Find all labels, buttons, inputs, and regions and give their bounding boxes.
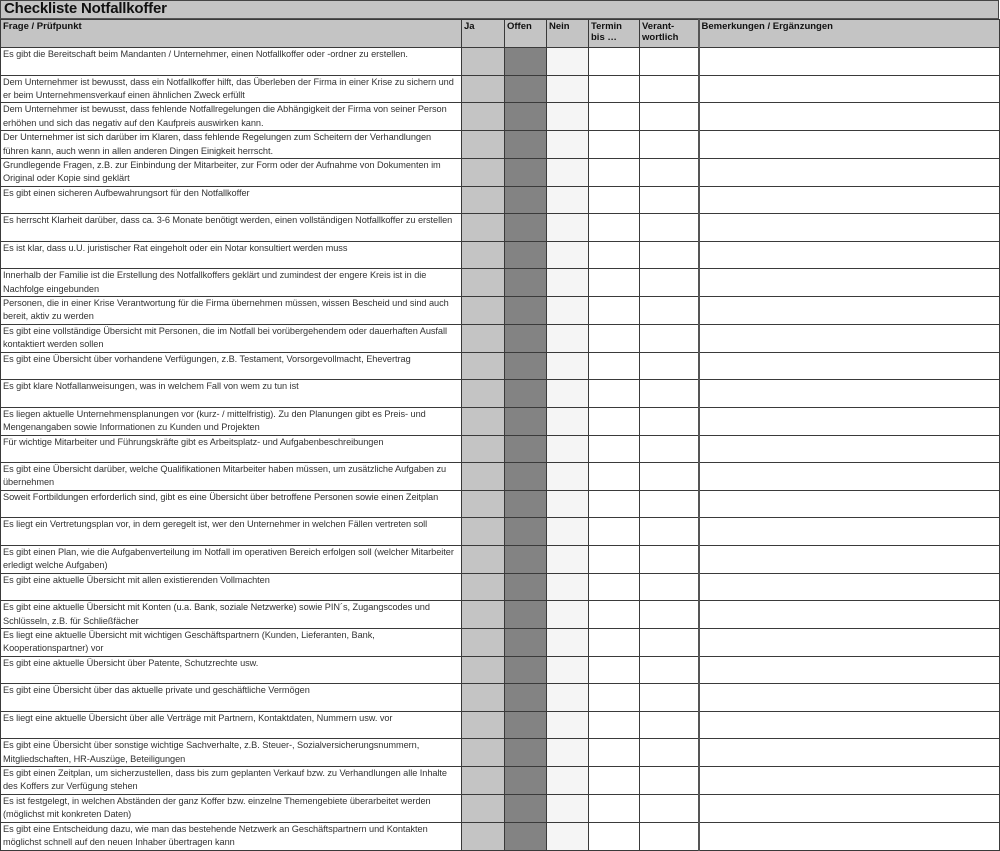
verantwortlich-cell[interactable] xyxy=(640,241,699,269)
bemerkungen-cell[interactable] xyxy=(699,48,1000,76)
offen-cell[interactable] xyxy=(505,158,547,186)
question-cell: Es liegen aktuelle Unternehmensplanungen vor (kurz- / mittelfristig). Zu den Planungen gibt es Preis- und Mengenangaben sowie Informationen zu Kunden und Projekten xyxy=(1,407,462,435)
question-cell: Für wichtige Mitarbeiter und Führungskräfte gibt es Arbeitsplatz- und Aufgabenbeschreibungen xyxy=(1,435,462,463)
nein-cell[interactable] xyxy=(547,490,589,518)
question-cell: Es ist festgelegt, in welchen Abständen der ganz Koffer bzw. einzelne Themengebiete überarbeitet werden (möglichst mit konkreten Daten) xyxy=(1,794,462,822)
termin-cell[interactable] xyxy=(589,545,640,573)
bemerkungen-cell[interactable] xyxy=(699,656,1000,684)
header-question: Frage / Prüfpunkt xyxy=(1,20,462,48)
termin-cell[interactable] xyxy=(589,324,640,352)
table-row xyxy=(1,518,1000,546)
nein-cell[interactable] xyxy=(547,822,589,850)
offen-cell[interactable] xyxy=(505,131,547,159)
ja-cell[interactable] xyxy=(462,407,505,435)
nein-cell[interactable] xyxy=(547,684,589,712)
ja-cell[interactable] xyxy=(462,75,505,103)
nein-cell[interactable] xyxy=(547,601,589,629)
termin-cell[interactable] xyxy=(589,269,640,297)
verantwortlich-cell[interactable] xyxy=(640,103,699,131)
termin-cell[interactable] xyxy=(589,352,640,380)
question-cell: Es gibt einen Plan, wie die Aufgabenverteilung im Notfall im operativen Bereich erfolgen soll (welcher Mitarbeiter erledigt welche Aufgaben) xyxy=(1,545,462,573)
termin-cell[interactable] xyxy=(589,380,640,408)
nein-cell[interactable] xyxy=(547,739,589,767)
verantwortlich-cell[interactable] xyxy=(640,490,699,518)
ja-cell[interactable] xyxy=(462,380,505,408)
termin-cell[interactable] xyxy=(589,463,640,491)
ja-cell[interactable] xyxy=(462,158,505,186)
verantwortlich-cell[interactable] xyxy=(640,601,699,629)
offen-cell[interactable] xyxy=(505,573,547,601)
offen-cell[interactable] xyxy=(505,628,547,656)
offen-cell[interactable] xyxy=(505,214,547,242)
termin-cell[interactable] xyxy=(589,186,640,214)
verantwortlich-cell[interactable] xyxy=(640,48,699,76)
question-cell: Es liegt eine aktuelle Übersicht mit wichtigen Geschäftspartnern (Kunden, Lieferanten, Bank, Kooperationspartner) vor xyxy=(1,628,462,656)
verantwortlich-cell[interactable] xyxy=(640,518,699,546)
offen-cell[interactable] xyxy=(505,490,547,518)
question-cell: Grundlegende Fragen, z.B. zur Einbindung der Mitarbeiter, zur Form oder der Aufnahme von Dokumenten im Original oder Kopie sind geklärt xyxy=(1,158,462,186)
header-nein: Nein xyxy=(547,20,589,48)
ja-cell[interactable] xyxy=(462,186,505,214)
offen-cell[interactable] xyxy=(505,380,547,408)
ja-cell[interactable] xyxy=(462,739,505,767)
table-row xyxy=(1,601,1000,629)
offen-cell[interactable] xyxy=(505,545,547,573)
verantwortlich-cell[interactable] xyxy=(640,794,699,822)
bemerkungen-cell[interactable] xyxy=(699,214,1000,242)
question-cell: Es gibt eine Übersicht über das aktuelle private und geschäftliche Vermögen xyxy=(1,684,462,712)
question-cell: Es gibt eine Übersicht darüber, welche Qualifikationen Mitarbeiter haben müssen, um zusätzliche Aufgaben zu übernehmen xyxy=(1,463,462,491)
termin-cell[interactable] xyxy=(589,158,640,186)
table-row xyxy=(1,656,1000,684)
question-cell: Es gibt die Bereitschaft beim Mandanten / Unternehmer, einen Notfallkoffer oder -ordner zu erstellen. xyxy=(1,48,462,76)
termin-cell[interactable] xyxy=(589,794,640,822)
nein-cell[interactable] xyxy=(547,297,589,325)
table-row xyxy=(1,241,1000,269)
bemerkungen-cell[interactable] xyxy=(699,601,1000,629)
nein-cell[interactable] xyxy=(547,186,589,214)
ja-cell[interactable] xyxy=(462,767,505,795)
table-row xyxy=(1,269,1000,297)
termin-cell[interactable] xyxy=(589,407,640,435)
bemerkungen-cell[interactable] xyxy=(699,380,1000,408)
termin-cell[interactable] xyxy=(589,435,640,463)
verantwortlich-cell[interactable] xyxy=(640,656,699,684)
bemerkungen-cell[interactable] xyxy=(699,545,1000,573)
table-row xyxy=(1,407,1000,435)
termin-cell[interactable] xyxy=(589,490,640,518)
bemerkungen-cell[interactable] xyxy=(699,463,1000,491)
ja-cell[interactable] xyxy=(462,573,505,601)
question-cell: Soweit Fortbildungen erforderlich sind, gibt es eine Übersicht über betroffene Personen sowie einen Zeitplan xyxy=(1,490,462,518)
bemerkungen-cell[interactable] xyxy=(699,158,1000,186)
verantwortlich-cell[interactable] xyxy=(640,767,699,795)
question-cell: Es gibt einen Zeitplan, um sicherzustellen, dass bis zum geplanten Verkauf bzw. zu Verhandlungen alle Inhalte des Koffers zur Verfügung stehen xyxy=(1,767,462,795)
termin-cell[interactable] xyxy=(589,297,640,325)
nein-cell[interactable] xyxy=(547,380,589,408)
nein-cell[interactable] xyxy=(547,324,589,352)
table-row xyxy=(1,463,1000,491)
verantwortlich-cell[interactable] xyxy=(640,297,699,325)
table-row xyxy=(1,48,1000,76)
question-cell: Der Unternehmer ist sich darüber im Klaren, dass fehlende Regelungen zum Scheitern der Verhandlungen führen kann, auch wenn in allen anderen Dingen Einigkeit herrscht. xyxy=(1,131,462,159)
table-row xyxy=(1,573,1000,601)
ja-cell[interactable] xyxy=(462,297,505,325)
offen-cell[interactable] xyxy=(505,463,547,491)
nein-cell[interactable] xyxy=(547,269,589,297)
ja-cell[interactable] xyxy=(462,601,505,629)
bemerkungen-cell[interactable] xyxy=(699,628,1000,656)
termin-cell[interactable] xyxy=(589,573,640,601)
verantwortlich-cell[interactable] xyxy=(640,711,699,739)
sheet-title: Checkliste Notfallkoffer xyxy=(4,0,167,17)
termin-cell[interactable] xyxy=(589,241,640,269)
ja-cell[interactable] xyxy=(462,656,505,684)
table-row xyxy=(1,490,1000,518)
table-row xyxy=(1,103,1000,131)
verantwortlich-cell[interactable] xyxy=(640,407,699,435)
ja-cell[interactable] xyxy=(462,822,505,850)
offen-cell[interactable] xyxy=(505,822,547,850)
table-row xyxy=(1,628,1000,656)
bemerkungen-cell[interactable] xyxy=(699,131,1000,159)
verantwortlich-cell[interactable] xyxy=(640,545,699,573)
offen-cell[interactable] xyxy=(505,601,547,629)
header-bemerkungen: Bemerkungen / Ergänzungen xyxy=(699,20,1000,48)
table-row xyxy=(1,739,1000,767)
verantwortlich-cell[interactable] xyxy=(640,380,699,408)
verantwortlich-cell[interactable] xyxy=(640,324,699,352)
termin-cell[interactable] xyxy=(589,822,640,850)
offen-cell[interactable] xyxy=(505,103,547,131)
verantwortlich-cell[interactable] xyxy=(640,628,699,656)
offen-cell[interactable] xyxy=(505,297,547,325)
verantwortlich-cell[interactable] xyxy=(640,75,699,103)
checklist-table xyxy=(0,19,1000,851)
ja-cell[interactable] xyxy=(462,241,505,269)
bemerkungen-cell[interactable] xyxy=(699,767,1000,795)
ja-cell[interactable] xyxy=(462,435,505,463)
question-cell: Es gibt eine aktuelle Übersicht mit Konten (u.a. Bank, soziale Netzwerke) sowie PIN´s, Zugangscodes und Schlüsseln, z.B. für Schließfächer xyxy=(1,601,462,629)
question-cell: Es herrscht Klarheit darüber, dass ca. 3-6 Monate benötigt werden, einen vollständigen Notfallkoffer zu erstellen xyxy=(1,214,462,242)
offen-cell[interactable] xyxy=(505,767,547,795)
termin-cell[interactable] xyxy=(589,75,640,103)
offen-cell[interactable] xyxy=(505,186,547,214)
question-cell: Dem Unternehmer ist bewusst, dass fehlende Notfallregelungen die Abhängigkeit der Firma von seiner Person erhöhen und sich das negativ auf den Kaufpreis auswirken kann. xyxy=(1,103,462,131)
offen-cell[interactable] xyxy=(505,324,547,352)
question-cell: Es gibt eine Übersicht über sonstige wichtige Sachverhalte, z.B. Steuer-, Sozialversicherungsnummern, Mitgliedschaften, HR-Auszüge, Beteiligungen xyxy=(1,739,462,767)
question-cell: Es gibt einen sicheren Aufbewahrungsort für den Notfallkoffer xyxy=(1,186,462,214)
offen-cell[interactable] xyxy=(505,407,547,435)
bemerkungen-cell[interactable] xyxy=(699,794,1000,822)
table-row xyxy=(1,545,1000,573)
title-bar xyxy=(0,0,999,19)
verantwortlich-cell[interactable] xyxy=(640,186,699,214)
offen-cell[interactable] xyxy=(505,739,547,767)
termin-cell[interactable] xyxy=(589,131,640,159)
offen-cell[interactable] xyxy=(505,656,547,684)
bemerkungen-cell[interactable] xyxy=(699,711,1000,739)
nein-cell[interactable] xyxy=(547,518,589,546)
ja-cell[interactable] xyxy=(462,794,505,822)
offen-cell[interactable] xyxy=(505,518,547,546)
ja-cell[interactable] xyxy=(462,324,505,352)
question-cell: Es gibt eine aktuelle Übersicht mit allen existierenden Vollmachten xyxy=(1,573,462,601)
termin-cell[interactable] xyxy=(589,48,640,76)
ja-cell[interactable] xyxy=(462,628,505,656)
header-offen: Offen xyxy=(505,20,547,48)
ja-cell[interactable] xyxy=(462,48,505,76)
offen-cell[interactable] xyxy=(505,269,547,297)
termin-cell[interactable] xyxy=(589,739,640,767)
nein-cell[interactable] xyxy=(547,131,589,159)
bemerkungen-cell[interactable] xyxy=(699,518,1000,546)
ja-cell[interactable] xyxy=(462,214,505,242)
bemerkungen-cell[interactable] xyxy=(699,75,1000,103)
nein-cell[interactable] xyxy=(547,407,589,435)
table-row xyxy=(1,75,1000,103)
nein-cell[interactable] xyxy=(547,241,589,269)
question-cell: Innerhalb der Familie ist die Erstellung des Notfallkoffers geklärt und zumindest der engere Kreis ist in die Nachfolge eingebunden xyxy=(1,269,462,297)
offen-cell[interactable] xyxy=(505,241,547,269)
bemerkungen-cell[interactable] xyxy=(699,269,1000,297)
verantwortlich-cell[interactable] xyxy=(640,739,699,767)
bemerkungen-cell[interactable] xyxy=(699,352,1000,380)
nein-cell[interactable] xyxy=(547,656,589,684)
nein-cell[interactable] xyxy=(547,463,589,491)
offen-cell[interactable] xyxy=(505,352,547,380)
verantwortlich-cell[interactable] xyxy=(640,131,699,159)
header-ja: Ja xyxy=(462,20,505,48)
termin-cell[interactable] xyxy=(589,767,640,795)
question-cell: Es gibt eine aktuelle Übersicht über Patente, Schutzrechte usw. xyxy=(1,656,462,684)
table-row xyxy=(1,435,1000,463)
verantwortlich-cell[interactable] xyxy=(640,573,699,601)
nein-cell[interactable] xyxy=(547,767,589,795)
nein-cell[interactable] xyxy=(547,352,589,380)
verantwortlich-cell[interactable] xyxy=(640,463,699,491)
table-row xyxy=(1,767,1000,795)
question-cell: Es gibt eine Entscheidung dazu, wie man das bestehende Netzwerk an Geschäftspartnern und Kontakten möglichst schnell auf den neuen Inhaber übertragen kann xyxy=(1,822,462,850)
verantwortlich-cell[interactable] xyxy=(640,352,699,380)
offen-cell[interactable] xyxy=(505,711,547,739)
nein-cell[interactable] xyxy=(547,545,589,573)
ja-cell[interactable] xyxy=(462,463,505,491)
table-row xyxy=(1,684,1000,712)
ja-cell[interactable] xyxy=(462,711,505,739)
verantwortlich-cell[interactable] xyxy=(640,684,699,712)
bemerkungen-cell[interactable] xyxy=(699,822,1000,850)
table-row xyxy=(1,186,1000,214)
termin-cell[interactable] xyxy=(589,103,640,131)
bemerkungen-cell[interactable] xyxy=(699,684,1000,712)
verantwortlich-cell[interactable] xyxy=(640,158,699,186)
table-row xyxy=(1,711,1000,739)
nein-cell[interactable] xyxy=(547,628,589,656)
nein-cell[interactable] xyxy=(547,435,589,463)
ja-cell[interactable] xyxy=(462,545,505,573)
termin-cell[interactable] xyxy=(589,656,640,684)
nein-cell[interactable] xyxy=(547,158,589,186)
nein-cell[interactable] xyxy=(547,103,589,131)
verantwortlich-cell[interactable] xyxy=(640,269,699,297)
table-row xyxy=(1,794,1000,822)
offen-cell[interactable] xyxy=(505,435,547,463)
table-row xyxy=(1,324,1000,352)
offen-cell[interactable] xyxy=(505,75,547,103)
bemerkungen-cell[interactable] xyxy=(699,324,1000,352)
table-row xyxy=(1,822,1000,850)
nein-cell[interactable] xyxy=(547,48,589,76)
nein-cell[interactable] xyxy=(547,573,589,601)
bemerkungen-cell[interactable] xyxy=(699,241,1000,269)
offen-cell[interactable] xyxy=(505,794,547,822)
table-row xyxy=(1,352,1000,380)
header-termin: Termin bis … xyxy=(589,20,640,48)
question-cell: Dem Unternehmer ist bewusst, dass ein Notfallkoffer hilft, das Überleben der Firma in einer Krise zu sichern und er beim Unternehmensverkauf einen ähnlichen Zweck erfüllt xyxy=(1,75,462,103)
header-verantwortlich: Verant-wortlich xyxy=(640,20,699,48)
termin-cell[interactable] xyxy=(589,684,640,712)
table-row xyxy=(1,297,1000,325)
table-row xyxy=(1,131,1000,159)
termin-cell[interactable] xyxy=(589,518,640,546)
verantwortlich-cell[interactable] xyxy=(640,822,699,850)
question-cell: Es liegt ein Vertretungsplan vor, in dem geregelt ist, wer den Unternehmer in welchen Fällen vertreten soll xyxy=(1,518,462,546)
ja-cell[interactable] xyxy=(462,269,505,297)
bemerkungen-cell[interactable] xyxy=(699,186,1000,214)
nein-cell[interactable] xyxy=(547,75,589,103)
termin-cell[interactable] xyxy=(589,711,640,739)
question-cell: Es gibt klare Notfallanweisungen, was in welchem Fall von wem zu tun ist xyxy=(1,380,462,408)
header-row xyxy=(1,20,1000,48)
table-row xyxy=(1,380,1000,408)
termin-cell[interactable] xyxy=(589,628,640,656)
verantwortlich-cell[interactable] xyxy=(640,435,699,463)
table-row xyxy=(1,214,1000,242)
termin-cell[interactable] xyxy=(589,214,640,242)
bemerkungen-cell[interactable] xyxy=(699,490,1000,518)
question-cell: Es liegt eine aktuelle Übersicht über alle Verträge mit Partnern, Kontaktdaten, Nummern usw. vor xyxy=(1,711,462,739)
question-cell: Es gibt eine vollständige Übersicht mit Personen, die im Notfall bei vorübergehendem oder dauerhaften Ausfall kontaktiert werden sollen xyxy=(1,324,462,352)
ja-cell[interactable] xyxy=(462,131,505,159)
verantwortlich-cell[interactable] xyxy=(640,214,699,242)
question-cell: Personen, die in einer Krise Verantwortung für die Firma übernehmen müssen, wissen Bescheid und sind auch bereit, aktiv zu werden xyxy=(1,297,462,325)
nein-cell[interactable] xyxy=(547,794,589,822)
ja-cell[interactable] xyxy=(462,518,505,546)
question-cell: Es ist klar, dass u.U. juristischer Rat eingeholt oder ein Notar konsultiert werden muss xyxy=(1,241,462,269)
offen-cell[interactable] xyxy=(505,48,547,76)
termin-cell[interactable] xyxy=(589,601,640,629)
bemerkungen-cell[interactable] xyxy=(699,573,1000,601)
ja-cell[interactable] xyxy=(462,490,505,518)
nein-cell[interactable] xyxy=(547,711,589,739)
table-row xyxy=(1,158,1000,186)
ja-cell[interactable] xyxy=(462,684,505,712)
bemerkungen-cell[interactable] xyxy=(699,297,1000,325)
nein-cell[interactable] xyxy=(547,214,589,242)
ja-cell[interactable] xyxy=(462,352,505,380)
bemerkungen-cell[interactable] xyxy=(699,103,1000,131)
bemerkungen-cell[interactable] xyxy=(699,407,1000,435)
question-cell: Es gibt eine Übersicht über vorhandene Verfügungen, z.B. Testament, Vorsorgevollmacht, Ehevertrag xyxy=(1,352,462,380)
ja-cell[interactable] xyxy=(462,103,505,131)
bemerkungen-cell[interactable] xyxy=(699,435,1000,463)
offen-cell[interactable] xyxy=(505,684,547,712)
bemerkungen-cell[interactable] xyxy=(699,739,1000,767)
